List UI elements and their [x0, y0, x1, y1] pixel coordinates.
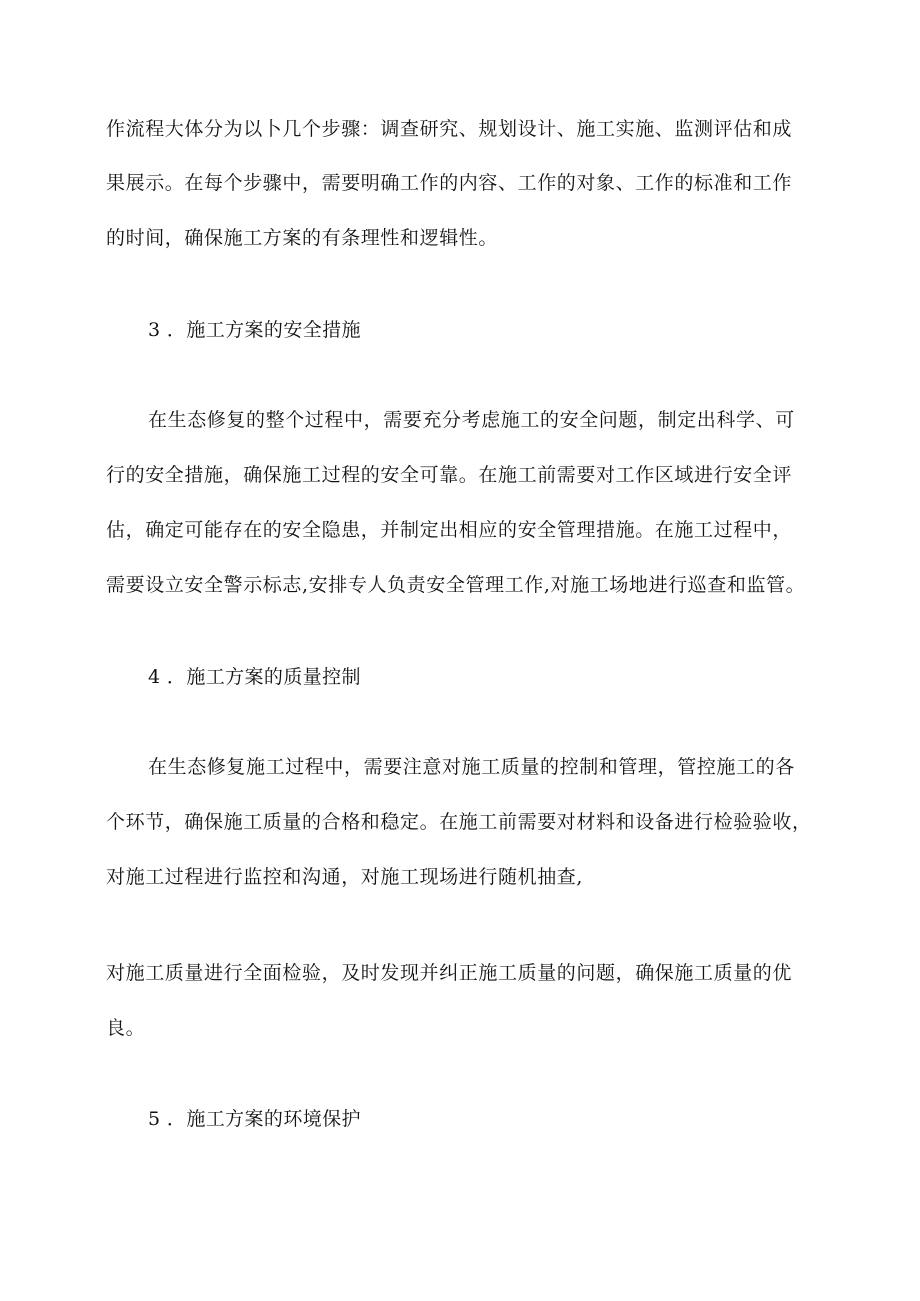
paragraph-line: 行的安全措施，确保施工过程的安全可靠。在施工前需要对工作区域进行安全评 [106, 464, 793, 486]
paragraph-line: 的时间，确保施工方案的有条理性和逻辑性。 [106, 227, 499, 249]
paragraph-line: 估，确定可能存在的安全隐患，并制定出相应的安全管理措施。在施工过程中， [106, 519, 793, 541]
paragraph-line: 对施工过程进行监控和沟通，对施工现场进行随机抽查, [106, 866, 584, 888]
section-heading-3: 3 ．施工方案的安全措施 [148, 319, 361, 341]
paragraph-line: 在生态修复施工过程中，需要注意对施工质量的控制和管理，管控施工的各 [148, 756, 795, 778]
paragraph-line: 需要设立安全警示标志,安排专人负责安全管理工作,对施工场地进行巡查和监管。 [106, 574, 806, 596]
paragraph-line: 对施工质量进行全面检验，及时发现并纠正施工质量的问题，确保施工质量的优 [106, 962, 793, 984]
paragraph-line: 作流程大体分为以卜几个步骤：调查研究、规划设计、施工实施、监测评估和成 [106, 118, 793, 140]
paragraph-line: 个环节，确保施工质量的合格和稳定。在施工前需要对材料和设备进行检验验收， [106, 811, 812, 833]
paragraph-line: 果展示。在每个步骤中，需要明确工作的内容、工作的对象、工作的标准和工作 [106, 172, 793, 194]
section-heading-5: 5 ．施工方案的环境保护 [148, 1108, 361, 1130]
section-heading-4: 4 ．施工方案的质量控制 [148, 666, 361, 688]
paragraph-line: 在生态修复的整个过程中，需要充分考虑施工的安全问题，制定出科学、可 [148, 409, 795, 431]
paragraph-line: 良。 [106, 1017, 146, 1039]
